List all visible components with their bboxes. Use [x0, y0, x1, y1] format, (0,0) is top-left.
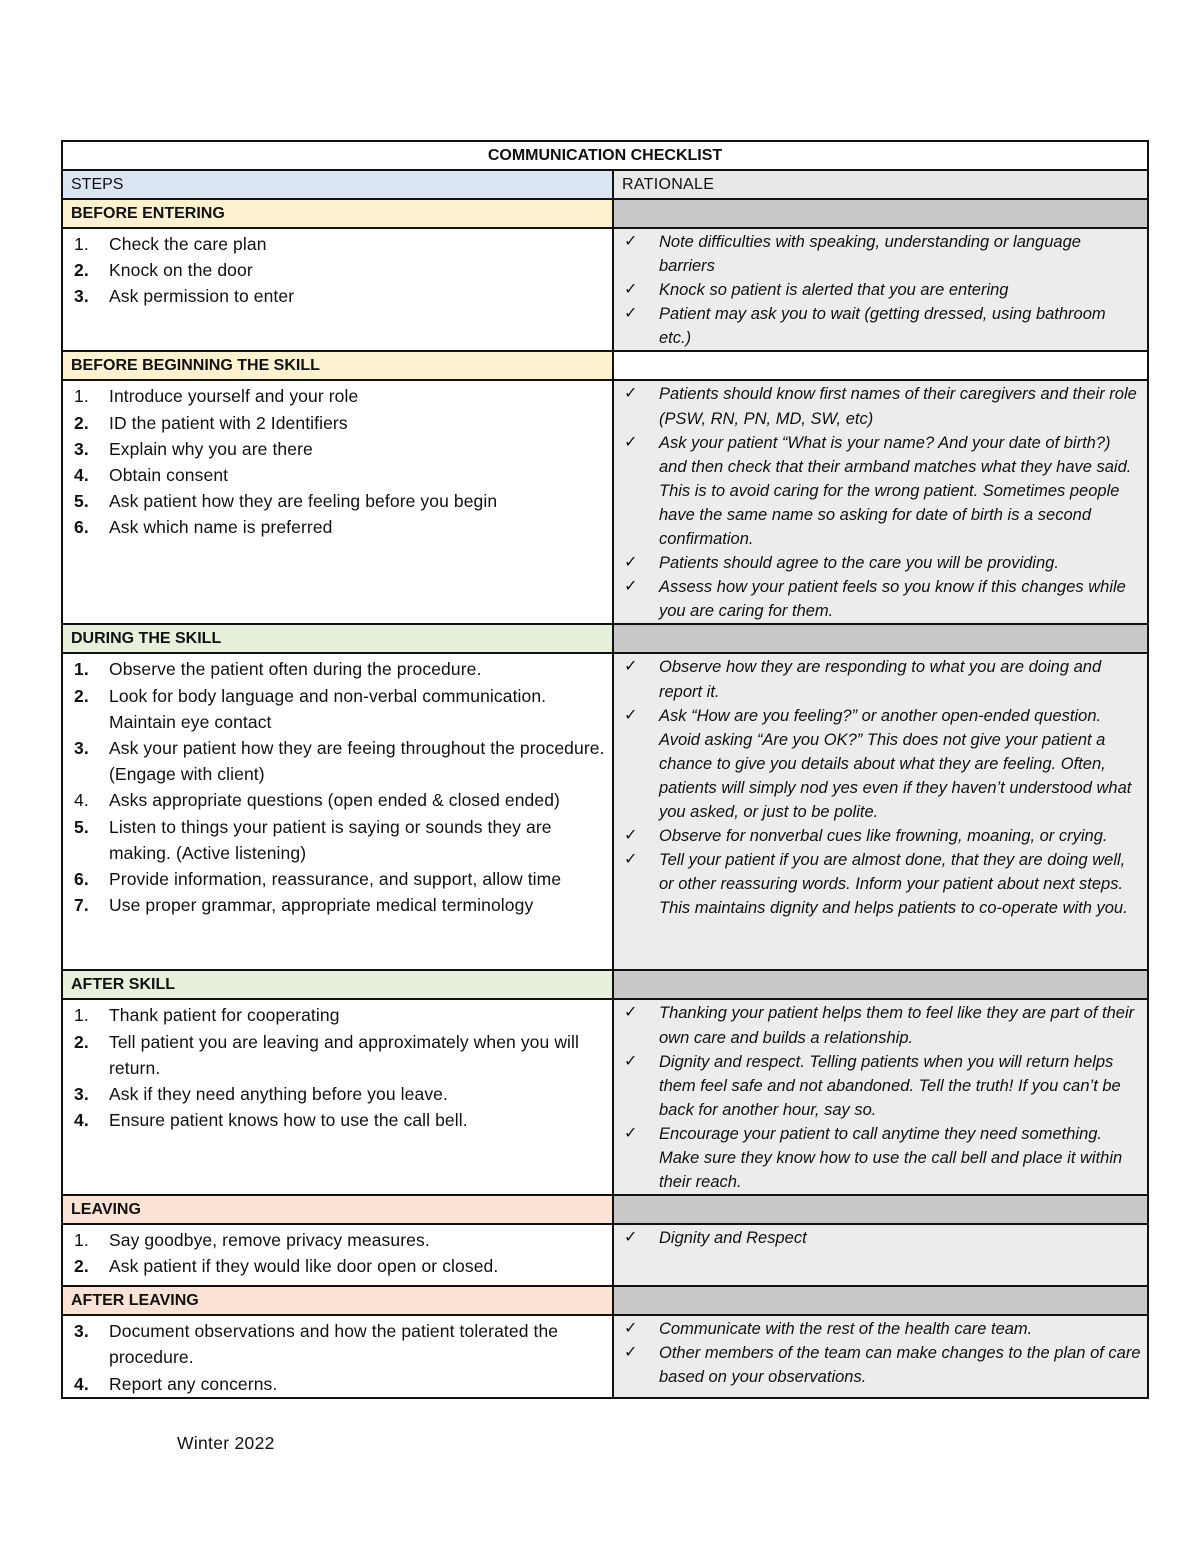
step-item: 4. Asks appropriate questions (open ended & closed ended)	[74, 790, 560, 811]
step-item: 3. Ask if they need anything before you leave.	[74, 1084, 448, 1105]
table-title: COMMUNICATION CHECKLIST	[62, 141, 1148, 170]
section-label-leaving: LEAVING	[62, 1195, 613, 1224]
step-item: 2. Knock on the door	[74, 260, 253, 281]
section-spacer	[613, 351, 1148, 380]
section-spacer	[613, 1286, 1148, 1315]
rationale-item: ✓ Patients should agree to the care you will be providing.	[624, 551, 1141, 575]
rationale-item: ✓ Patient may ask you to wait (getting dressed, using bathroom etc.)	[624, 302, 1141, 350]
step-item: 1. Thank patient for cooperating	[74, 1005, 340, 1026]
check-icon: ✓	[624, 385, 638, 403]
step-item: 2. Look for body language and non-verbal communication. Maintain eye contact	[74, 685, 547, 732]
step-item: 1. Introduce yourself and your role	[74, 386, 359, 407]
step-item: 1. Observe the patient often during the procedure.	[74, 659, 482, 680]
section-spacer	[613, 1195, 1148, 1224]
rationale-cell	[613, 228, 1148, 351]
step-item: 3. Explain why you are there	[74, 438, 313, 459]
step-item: 4. Report any concerns.	[74, 1373, 278, 1394]
rationale-cell	[613, 653, 1148, 970]
step-item: 2. Ask patient if they would like door open or closed.	[74, 1256, 499, 1277]
steps-cell	[62, 1315, 613, 1398]
rationale-item: ✓ Assess how your patient feels so you know if this changes while you are caring for them.	[624, 575, 1141, 623]
rationale-item: ✓ Tell your patient if you are almost done, that they are doing well, or other reassuring words. Inform your patient about next steps. This maintains dignity and helps patients to co-operate with you.	[624, 848, 1141, 920]
step-item: 3. Document observations and how the patient tolerated the procedure.	[74, 1321, 559, 1368]
rationale-item: ✓ Note difficulties with speaking, understanding or language barriers	[624, 230, 1141, 278]
check-icon: ✓	[624, 658, 638, 676]
rationale-item: ✓ Patients should know first names of their caregivers and their role (PSW, RN, PN, MD, SW, etc)	[624, 382, 1141, 430]
step-item: 7. Use proper grammar, appropriate medical terminology	[74, 895, 534, 916]
check-icon: ✓	[624, 827, 638, 845]
column-header-steps: STEPS	[62, 170, 613, 199]
rationale-cell	[613, 1315, 1148, 1398]
step-item: 2. Tell patient you are leaving and approximately when you will return.	[74, 1031, 580, 1078]
section-label-before-beginning: BEFORE BEGINNING THE SKILL	[62, 351, 613, 380]
step-item: 6. Provide information, reassurance, and support, allow time	[74, 869, 562, 890]
step-item: 3. Ask permission to enter	[74, 286, 295, 307]
column-header-rationale: RATIONALE	[613, 170, 1148, 199]
rationale-item: ✓ Other members of the team can make changes to the plan of care based on your observations.	[624, 1341, 1141, 1389]
step-item: 5. Ask patient how they are feeling before you begin	[74, 491, 498, 512]
check-icon: ✓	[624, 554, 638, 572]
section-label-after-skill: AFTER SKILL	[62, 970, 613, 999]
rationale-item: ✓ Thanking your patient helps them to feel like they are part of their own care and builds a relationship.	[624, 1001, 1141, 1049]
rationale-item: ✓ Communicate with the rest of the health care team.	[624, 1317, 1141, 1341]
rationale-item: ✓ Ask your patient “What is your name? And your date of birth?) and then check that their armband matches what they have said. This is to avoid caring for the wrong patient. Sometimes people have the same name so asking for date of birth is a second confirmation.	[624, 431, 1141, 551]
step-item: 1. Check the care plan	[74, 234, 267, 254]
section-label-during-skill: DURING THE SKILL	[62, 624, 613, 653]
rationale-item: ✓ Encourage your patient to call anytime they need something. Make sure they know how to use the call bell and place it within their reach.	[624, 1122, 1141, 1194]
check-icon: ✓	[624, 578, 638, 596]
check-icon: ✓	[624, 281, 638, 299]
steps-cell	[62, 653, 613, 970]
rationale-item: ✓ Observe how they are responding to what you are doing and report it.	[624, 655, 1141, 703]
rationale-cell	[613, 380, 1148, 624]
rationale-cell	[613, 999, 1148, 1195]
rationale-item: ✓ Knock so patient is alerted that you are entering	[624, 278, 1141, 302]
section-spacer	[613, 624, 1148, 653]
step-item: 6. Ask which name is preferred	[74, 517, 333, 538]
check-icon: ✓	[624, 1124, 638, 1142]
step-item: 2. ID the patient with 2 Identifiers	[74, 412, 348, 433]
rationale-item: ✓ Dignity and respect. Telling patients when you will return helps them feel safe and not abandoned. Tell the truth! If you can’t be back for another hour, say so.	[624, 1050, 1141, 1122]
check-icon: ✓	[624, 851, 638, 869]
footer-term: Winter 2022	[177, 1433, 275, 1453]
step-item: 1. Say goodbye, remove privacy measures.	[74, 1230, 430, 1251]
steps-cell	[62, 999, 613, 1195]
step-item: 4. Ensure patient knows how to use the call bell.	[74, 1110, 468, 1131]
section-spacer	[613, 970, 1148, 999]
check-icon: ✓	[624, 1052, 638, 1070]
rationale-item: ✓ Observe for nonverbal cues like frowning, moaning, or crying.	[624, 824, 1141, 848]
steps-cell	[62, 1224, 613, 1286]
check-icon: ✓	[624, 233, 638, 250]
steps-cell	[62, 228, 613, 351]
check-icon: ✓	[624, 1229, 638, 1247]
steps-cell	[62, 380, 613, 624]
rationale-cell	[613, 1224, 1148, 1286]
step-item: 3. Ask your patient how they are feeing throughout the procedure. (Engage with client)	[74, 738, 605, 785]
check-icon: ✓	[624, 706, 638, 724]
step-item: 4. Obtain consent	[74, 465, 229, 486]
check-icon: ✓	[624, 1344, 638, 1362]
check-icon: ✓	[624, 1004, 638, 1022]
check-icon: ✓	[624, 1320, 638, 1338]
rationale-item: ✓ Ask “How are you feeling?” or another open-ended question. Avoid asking “Are you OK?” This does not give your patient a chance to give you details about what they are feeling. Often, patients will simply nod yes even if they haven’t understood what you asked, or just to be polite.	[624, 704, 1141, 824]
rationale-item: ✓ Dignity and Respect	[624, 1226, 1141, 1250]
section-label-before-entering: BEFORE ENTERING	[62, 199, 613, 228]
communication-checklist-table	[61, 140, 1149, 1399]
section-spacer	[613, 199, 1148, 228]
section-label-after-leaving: AFTER LEAVING	[62, 1286, 613, 1315]
step-item: 5. Listen to things your patient is saying or sounds they are making. (Active listening)	[74, 816, 552, 863]
check-icon: ✓	[624, 433, 638, 451]
check-icon: ✓	[624, 305, 638, 323]
